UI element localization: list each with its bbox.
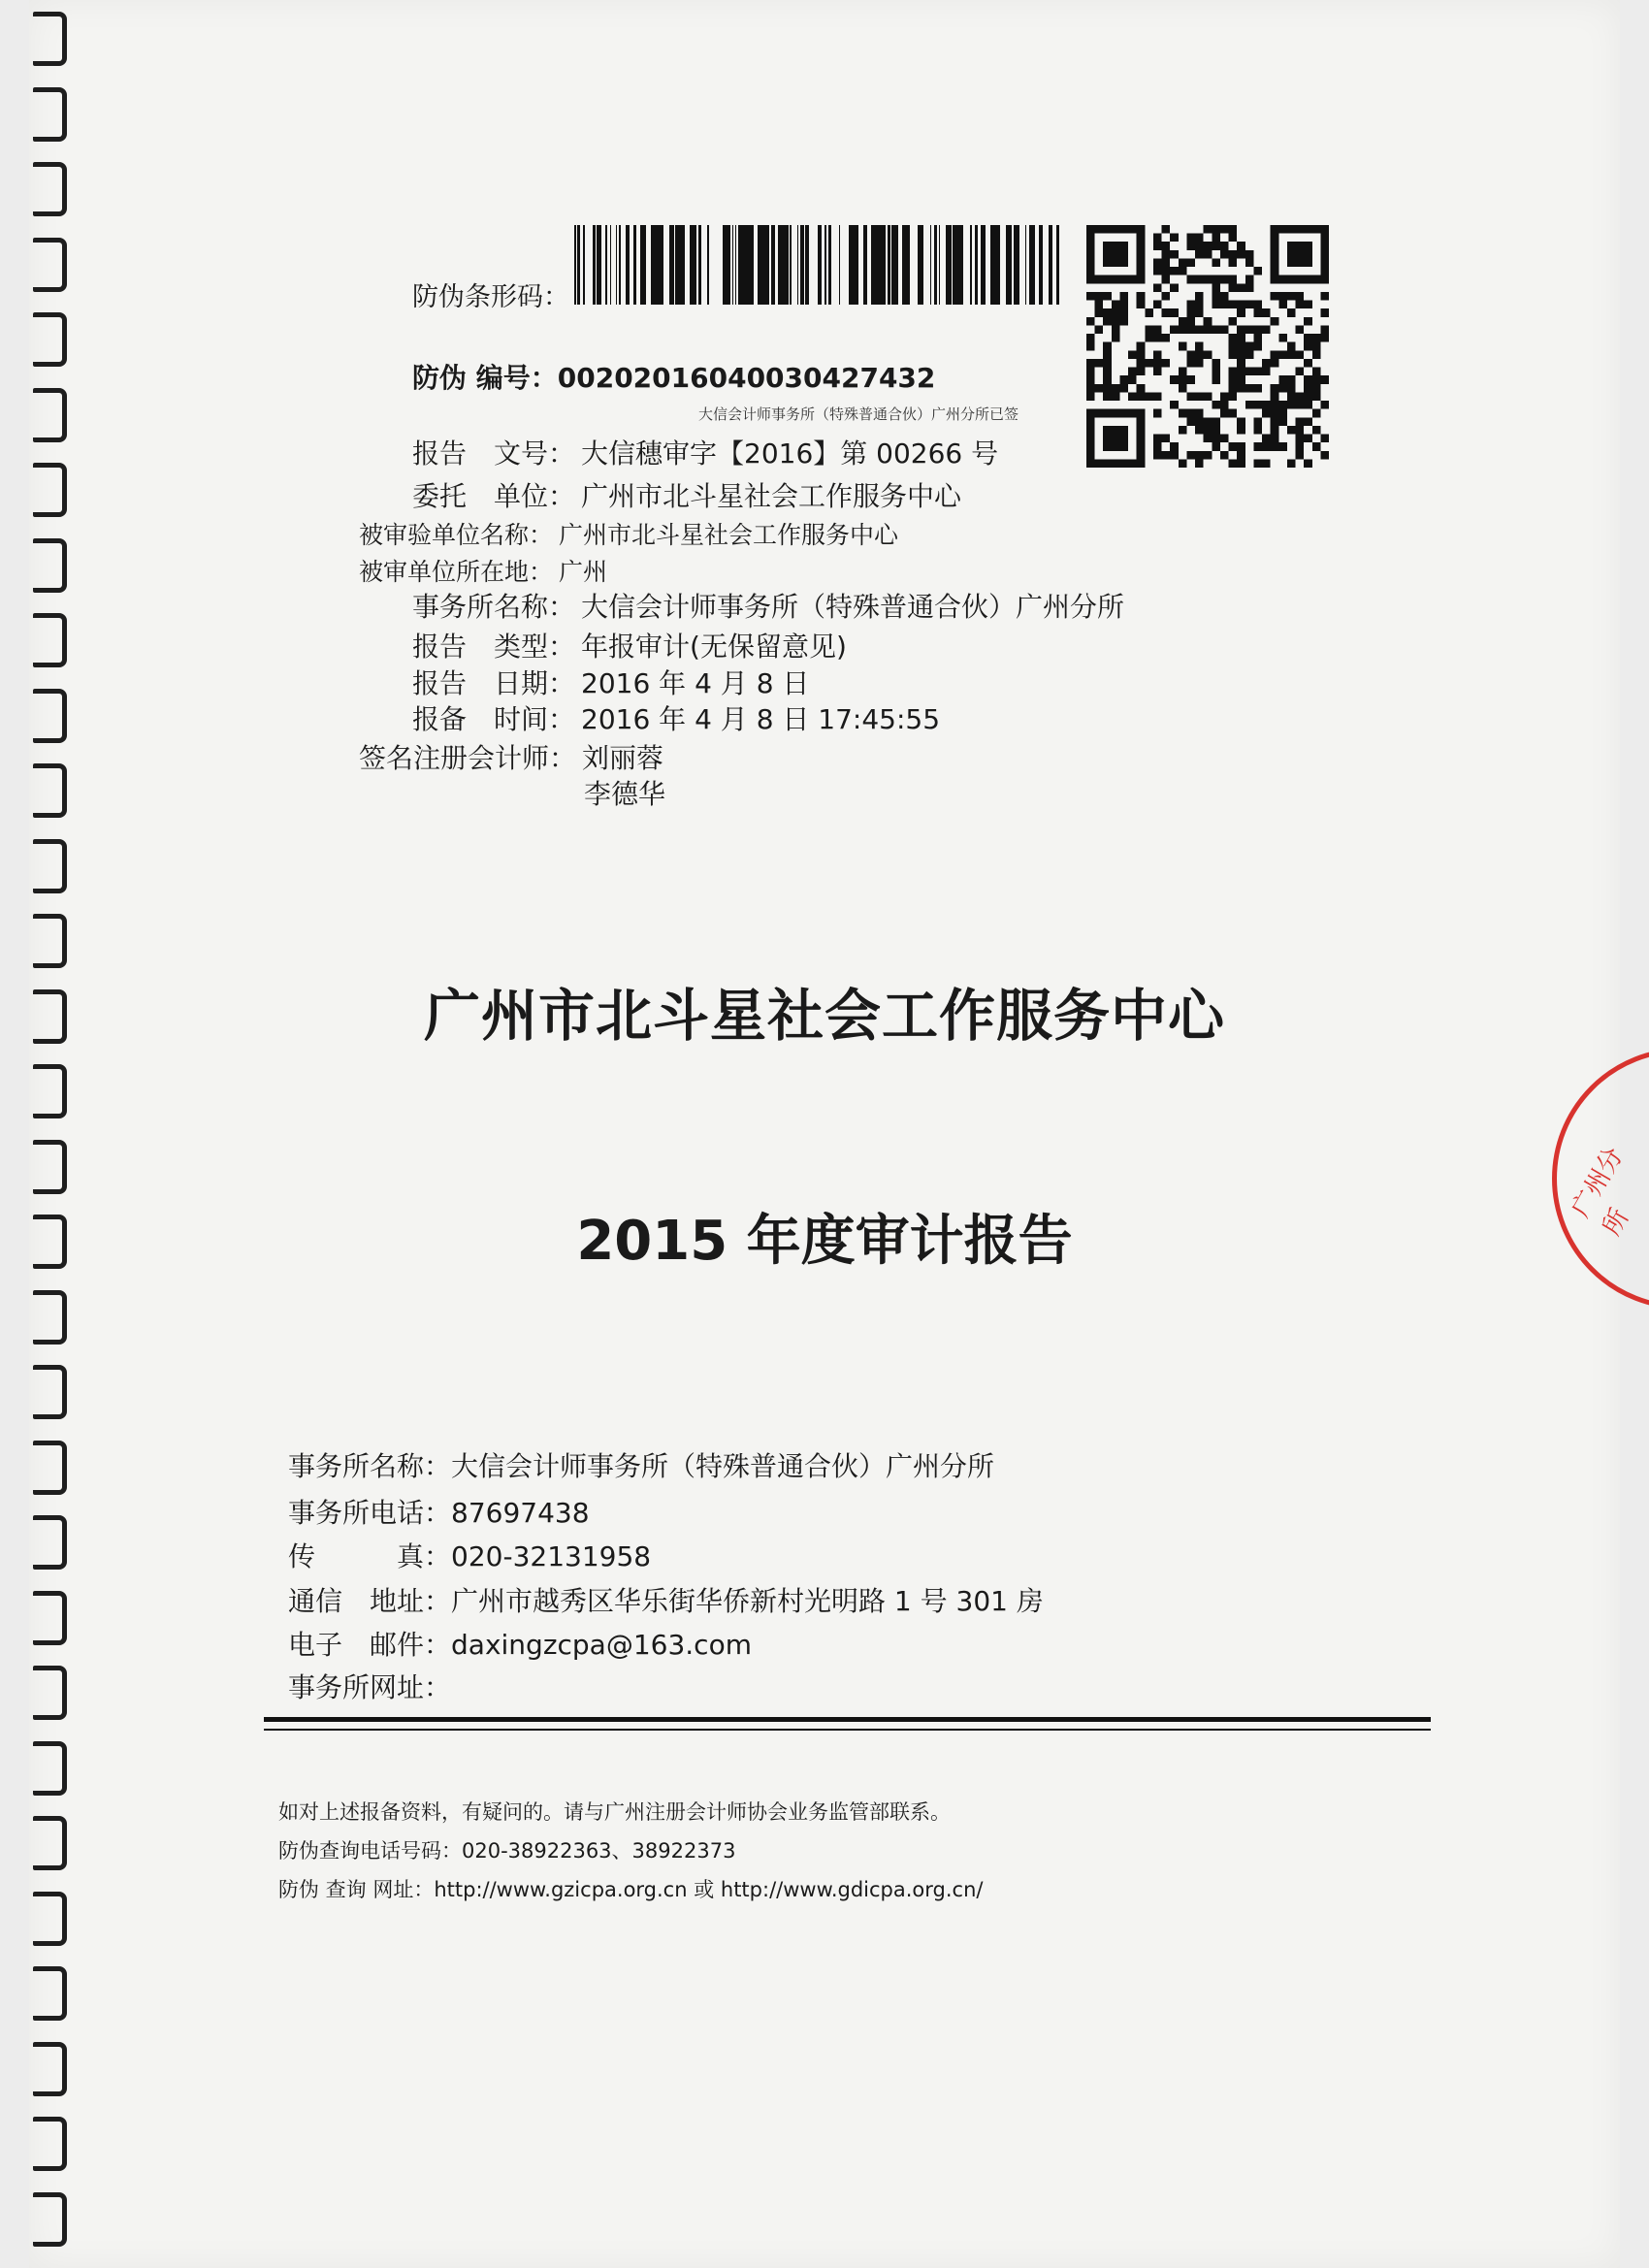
binding-ring [33, 312, 67, 367]
anti-counterfeit-label: 防伪 编号： [412, 362, 558, 394]
binding-ring [33, 1515, 67, 1570]
report-info-row [412, 586, 1124, 625]
report-info-row [412, 626, 847, 664]
binding-ring [33, 2192, 67, 2247]
binding-ring [33, 388, 67, 442]
report-info-row [412, 698, 940, 737]
binding-ring [33, 839, 67, 893]
anti-counterfeit-value: 00202016040030427432 [557, 362, 936, 394]
report-info-row [412, 433, 998, 471]
firm-info-row [288, 1624, 752, 1663]
report-info-row [359, 737, 663, 776]
field-value: 广州 [559, 558, 608, 586]
binding-ring [33, 2117, 67, 2171]
binding-ring [33, 12, 67, 66]
field-label: 事务所电话： [288, 1497, 452, 1529]
field-value: 刘丽蓉 [582, 742, 664, 774]
field-label: 传 真： [288, 1540, 452, 1572]
document-page [29, 0, 1620, 2268]
field-value: 李德华 [584, 778, 666, 810]
spiral-binding [29, 0, 87, 2268]
field-value: 大信穗审字【2016】第 00266 号 [581, 437, 999, 470]
footer-phone: 防伪查询电话号码：020-38922363、38922373 [278, 1839, 736, 1863]
field-label: 事务所名称： [412, 591, 576, 623]
field-value: 87697438 [451, 1497, 590, 1529]
field-label: 报告 日期： [412, 667, 576, 699]
report-info-row [359, 553, 607, 588]
binding-ring [33, 1666, 67, 1720]
footer-website: 防伪 查询 网址：http://www.gzicpa.org.cn 或 http://www.gdicpa.org.cn/ [278, 1878, 984, 1901]
field-label: 事务所名称： [288, 1450, 452, 1482]
entity-title: 广州市北斗星社会工作服务中心 [423, 983, 1225, 1049]
binding-ring [33, 1064, 67, 1118]
field-value: 020-32131958 [451, 1540, 652, 1572]
field-label: 报备 时间： [412, 703, 576, 735]
field-value: 年报审计(无保留意见) [581, 631, 847, 663]
binding-ring [33, 463, 67, 517]
field-label: 签名注册会计师： [359, 742, 577, 774]
field-value: 2016 年 4 月 8 日 17:45:55 [581, 703, 941, 735]
field-value: 广州市北斗星社会工作服务中心 [559, 521, 899, 549]
binding-ring [33, 914, 67, 968]
field-label: 报告 类型： [412, 631, 576, 663]
binding-ring [33, 162, 67, 216]
binding-ring [33, 1966, 67, 2021]
field-label: 被审验单位名称： [359, 521, 554, 549]
anti-counterfeit-number [412, 357, 935, 396]
binding-ring [33, 87, 67, 142]
binding-ring [33, 1741, 67, 1796]
binding-ring [33, 1365, 67, 1419]
binding-ring [33, 1140, 67, 1194]
divider-thin [264, 1729, 1431, 1731]
seal-text: 广州分所 [1566, 1142, 1635, 1241]
barcode-image [574, 225, 1059, 305]
field-value: 广州市北斗星社会工作服务中心 [581, 480, 962, 512]
binding-ring [33, 1441, 67, 1495]
firm-info-row [288, 1667, 451, 1705]
firm-info-row [288, 1580, 1044, 1619]
binding-ring [33, 1290, 67, 1345]
field-value: 大信会计师事务所（特殊普通合伙）广州分所 [581, 591, 1125, 623]
field-value: 大信会计师事务所（特殊普通合伙）广州分所 [451, 1450, 995, 1482]
report-info-row [412, 663, 809, 701]
report-info-row [359, 516, 898, 551]
barcode-label: 防伪条形码： [412, 282, 569, 312]
firm-info-row [288, 1445, 994, 1484]
field-value: daxingzcpa@163.com [451, 1629, 752, 1661]
field-label: 报告 文号： [412, 437, 576, 470]
binding-ring [33, 238, 67, 292]
binding-ring [33, 1892, 67, 1946]
field-label: 被审单位所在地： [359, 558, 554, 586]
footer-note: 如对上述报备资料，有疑问的。请与广州注册会计师协会业务监管部联系。 [278, 1800, 951, 1824]
report-title: 2015 年度审计报告 [576, 1210, 1073, 1273]
divider-thick [264, 1717, 1431, 1722]
binding-ring [33, 2042, 67, 2096]
field-value: 2016 年 4 月 8 日 [581, 667, 810, 699]
qr-code-image [1086, 225, 1329, 468]
binding-ring [33, 538, 67, 593]
firm-info-row [288, 1536, 651, 1574]
field-label: 事务所网址： [288, 1671, 452, 1703]
field-label: 电子 邮件： [288, 1629, 452, 1661]
binding-ring [33, 1816, 67, 1870]
binding-ring [33, 1591, 67, 1645]
report-info-row [578, 773, 665, 812]
report-info-row [412, 475, 961, 514]
field-label: 通信 地址： [288, 1585, 452, 1617]
binding-ring [33, 763, 67, 818]
binding-ring [33, 613, 67, 667]
signature-note: 大信会计师事务所（特殊普通合伙）广州分所已签 [698, 405, 1019, 423]
firm-info-row [288, 1492, 590, 1531]
binding-ring [33, 689, 67, 743]
field-label: 委托 单位： [412, 480, 576, 512]
field-value: 广州市越秀区华乐街华侨新村光明路 1 号 301 房 [451, 1585, 1044, 1617]
